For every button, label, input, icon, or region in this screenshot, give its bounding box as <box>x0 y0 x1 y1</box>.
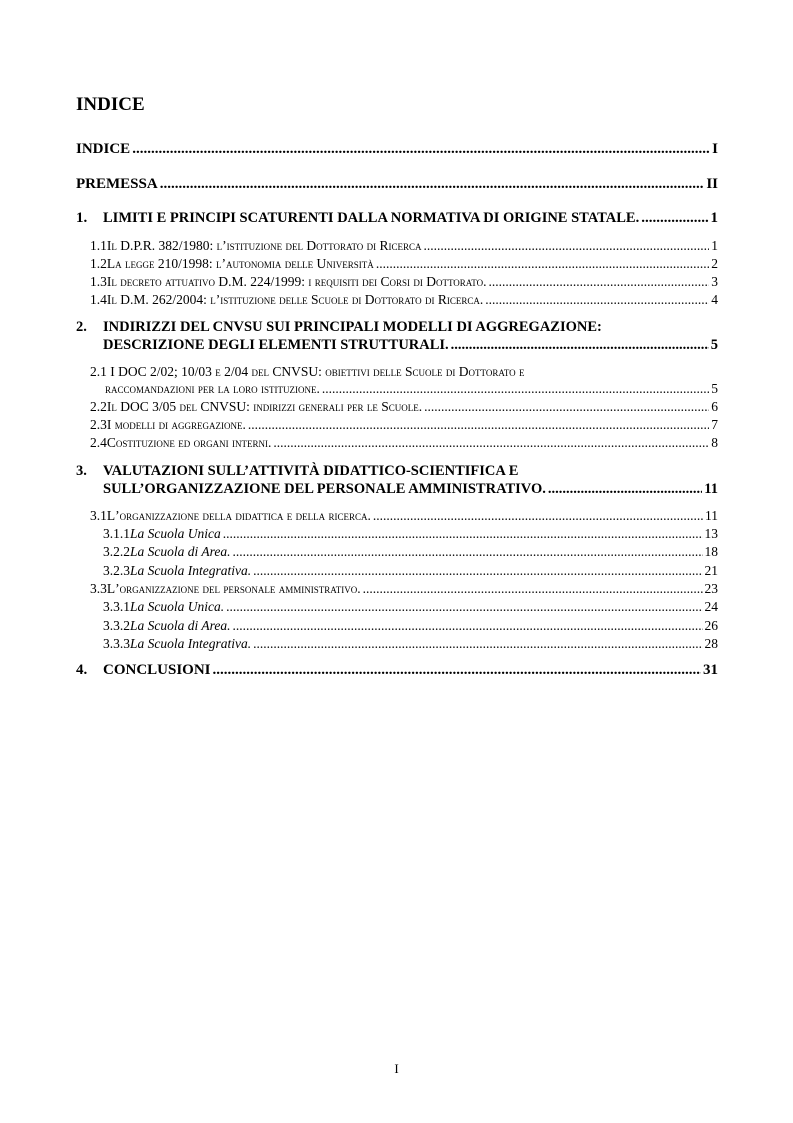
toc-entry-1-1[interactable] <box>90 238 718 254</box>
toc-section-number: 3.2.3 <box>103 563 130 578</box>
toc-entry-3-1-1[interactable] <box>103 526 718 542</box>
toc-entry-section-3-line1[interactable] <box>76 463 518 480</box>
toc-entry-section-2-line1[interactable] <box>76 319 602 336</box>
toc-page-number: II <box>706 176 718 192</box>
toc-page-number: 6 <box>711 399 718 414</box>
toc-entry-label: LIMITI E PRINCIPI SCATURENTI DALLA NORMATIVA DI ORIGINE STATALE. <box>103 210 640 226</box>
toc-entry-label: L’organizzazione della didattica e della ricerca. <box>106 508 371 523</box>
toc-entry-label: La Scuola Integrativa. <box>130 636 252 651</box>
toc-section-number: 3.3.1 <box>103 599 130 614</box>
toc-entry-label: La legge 210/1998: l’autonomia delle Università <box>106 256 374 271</box>
toc-entry-premessa[interactable] <box>76 176 718 193</box>
toc-entry-section-4[interactable] <box>76 662 718 679</box>
toc-page-number: 3 <box>711 274 718 289</box>
toc-entry-3-3-3[interactable] <box>103 636 718 652</box>
toc-entry-label: La Scuola Integrativa. <box>130 563 252 578</box>
toc-entry-label: DESCRIZIONE DEGLI ELEMENTI STRUTTURALI. <box>103 337 449 353</box>
toc-page-number: 31 <box>703 662 718 678</box>
toc-entry-1-3[interactable] <box>90 274 718 290</box>
toc-section-number: 3.3 <box>90 581 107 596</box>
toc-entry-3-2-3[interactable] <box>103 563 718 579</box>
toc-entry-label: La Scuola Unica <box>130 526 221 541</box>
toc-page-number: 7 <box>711 417 718 432</box>
toc-entry-label: Costituzione ed organi interni. <box>106 435 272 450</box>
toc-page-number: 1 <box>710 210 718 226</box>
toc-section-number: 1.3 <box>90 274 107 289</box>
toc-entry-label: SULL’ORGANIZZAZIONE DEL PERSONALE AMMINISTRATIVO. <box>103 481 546 497</box>
toc-page-number: 28 <box>704 636 718 651</box>
toc-entry-2-2[interactable] <box>90 399 718 415</box>
toc-entry-label: raccomandazioni per la loro istituzione. <box>105 381 320 396</box>
toc-page-number: 26 <box>704 618 718 633</box>
toc-entry-section-1[interactable] <box>76 210 718 227</box>
toc-entry-label: Il decreto attuativo D.M. 224/1999: i requisiti dei Corsi di Dottorato. <box>106 274 487 289</box>
toc-entry-2-3[interactable] <box>90 417 718 433</box>
toc-page-number: 18 <box>704 544 718 559</box>
toc-entry-indice[interactable] <box>76 141 718 158</box>
toc-page-number: 13 <box>704 526 718 541</box>
toc-entry-3-3[interactable] <box>90 581 718 597</box>
toc-section-number: 3.1.1 <box>103 526 130 541</box>
toc-page-number: 11 <box>704 481 718 497</box>
toc-entry-label: VALUTAZIONI SULL’ATTIVITÀ DIDATTICO-SCIENTIFICA E <box>103 463 519 479</box>
toc-page-number: 23 <box>704 581 718 596</box>
toc-section-number: 2.3 <box>90 417 107 432</box>
toc-section-number: 3.3.3 <box>103 636 130 651</box>
toc-entry-label: INDIRIZZI DEL CNVSU SUI PRINCIPALI MODELLI DI AGGREGAZIONE: <box>103 319 602 335</box>
toc-section-number: 3.3.2 <box>103 618 130 633</box>
toc-entry-3-3-1[interactable] <box>103 599 718 615</box>
toc-entry-label: CONCLUSIONI <box>103 662 211 678</box>
toc-page-number: 5 <box>710 337 718 353</box>
toc-entry-2-1-line1[interactable] <box>90 364 525 380</box>
toc-entry-3-3-2[interactable] <box>103 618 718 634</box>
toc-entry-section-2-line2[interactable] <box>103 337 718 354</box>
toc-entry-3-2-2[interactable] <box>103 544 718 560</box>
toc-entry-label: La Scuola Unica. <box>130 599 225 614</box>
toc-section-number: 2.1 <box>90 364 111 379</box>
page-title: INDICE <box>76 94 145 115</box>
toc-entry-1-2[interactable] <box>90 256 718 272</box>
toc-entry-label: La Scuola di Area. <box>130 544 231 559</box>
toc-entry-label: PREMESSA <box>76 176 158 192</box>
toc-section-number: 1. <box>76 210 88 226</box>
toc-section-number: 1.1 <box>90 238 107 253</box>
toc-entry-1-4[interactable] <box>90 292 718 308</box>
toc-entry-label: INDICE <box>76 141 131 157</box>
toc-section-number: 2.2 <box>90 399 107 414</box>
toc-section-number: 4. <box>76 662 88 678</box>
toc-section-number: 1.2 <box>90 256 107 271</box>
toc-page-number: 1 <box>711 238 718 253</box>
toc-page-number: 11 <box>705 508 718 523</box>
toc-page-number: 4 <box>711 292 718 307</box>
toc-section-number: 2.4 <box>90 435 107 450</box>
toc-entry-section-3-line2[interactable] <box>103 481 718 498</box>
toc-entry-label: Il D.P.R. 382/1980: l’istituzione del Dottorato di Ricerca <box>106 238 422 253</box>
toc-section-number: 1.4 <box>90 292 107 307</box>
toc-page-number: 2 <box>711 256 718 271</box>
toc-entry-3-1[interactable] <box>90 508 718 524</box>
toc-entry-label: Il DOC 3/05 del CNVSU: indirizzi generali per le Scuole. <box>106 399 423 414</box>
toc-page-number: 8 <box>711 435 718 450</box>
toc-section-number: 2. <box>76 319 87 335</box>
toc-page-number: 5 <box>711 381 718 396</box>
toc-entry-label: I DOC 2/02; 10/03 e 2/04 del CNVSU: obiettivi delle Scuole di Dottorato e <box>110 364 525 379</box>
page-number: I <box>394 1061 399 1076</box>
toc-entry-label: I modelli di aggregazione. <box>106 417 246 432</box>
toc-entry-2-1-line2[interactable] <box>105 381 718 397</box>
toc-section-number: 3. <box>76 463 87 479</box>
toc-entry-2-4[interactable] <box>90 435 718 451</box>
toc-entry-label: Il D.M. 262/2004: l’istituzione delle Scuole di Dottorato di Ricerca. <box>106 292 484 307</box>
toc-page-number: 24 <box>704 599 718 614</box>
toc-section-number: 3.2.2 <box>103 544 130 559</box>
toc-section-number: 3.1 <box>90 508 107 523</box>
toc-page-number: I <box>712 141 718 157</box>
toc-entry-label: La Scuola di Area. <box>130 618 231 633</box>
toc-page-number: 21 <box>704 563 718 578</box>
toc-entry-label: L’organizzazione del personale amministrativo. <box>106 581 361 596</box>
